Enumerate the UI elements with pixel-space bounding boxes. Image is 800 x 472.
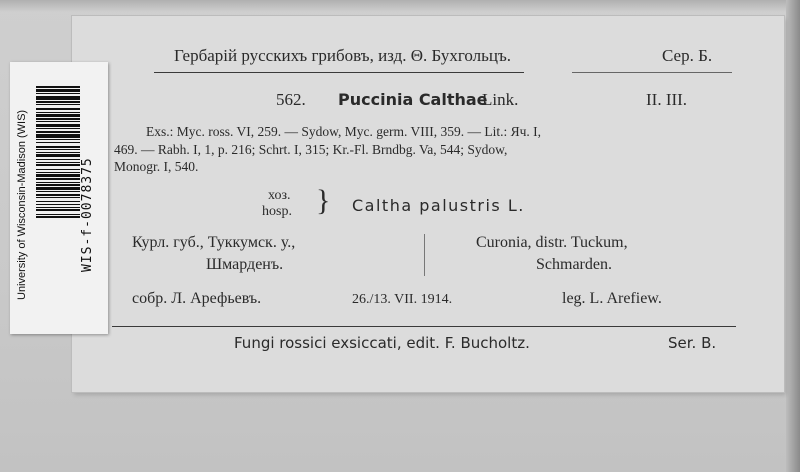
barcode-stripe (36, 159, 80, 160)
barcode-stripe (36, 194, 80, 196)
header-title: Гербарій русскихъ грибовъ, изд. Θ. Бухгольцъ. (174, 46, 512, 65)
header-rule-right (572, 72, 732, 73)
locality-lat-line-2: Schmarden. (536, 256, 612, 273)
locality-ru-line-1: Курл. губ., Туккумск. у., (132, 234, 296, 251)
barcode-stripe (36, 112, 80, 113)
locality-divider (424, 234, 425, 276)
barcode-stripe (36, 121, 80, 122)
barcode-stripe (36, 101, 80, 103)
barcode-stripe (36, 124, 80, 127)
barcode-stripe (36, 108, 80, 110)
specimen-label (72, 16, 784, 392)
footer-series: Ser. B. (668, 334, 717, 352)
header-rule (154, 72, 524, 73)
specimen-stages: II. III. (646, 90, 688, 109)
host-label-lat: hosp. (262, 204, 292, 219)
barcode-stripe (36, 197, 80, 198)
barcode-stripe (36, 118, 80, 120)
barcode-stripe (36, 191, 80, 192)
footer-title: Fungi rossici exsiccati, edit. F. Bucholtz. (234, 334, 530, 352)
collector-ru: собр. Л. Арефьевъ. (132, 290, 262, 307)
barcode-stripe (36, 154, 80, 157)
barcode-stripe (36, 174, 80, 177)
barcode-stripe (36, 182, 80, 183)
barcode-id: WIS-f-0078375 (80, 157, 95, 272)
barcode-stripe (36, 214, 80, 215)
barcode-stripe (36, 149, 80, 150)
barcode-stripe (36, 164, 80, 166)
barcode-label (10, 62, 108, 334)
references-line-1: Exs.: Myc. ross. VI, 259. — Sydow, Myc. germ. VIII, 359. — Lit.: Яч. I, (146, 124, 542, 139)
barcode-stripe (36, 128, 80, 129)
host-name: Caltha palustris L. (352, 196, 525, 215)
collector-lat: leg. L. Arefiew. (562, 290, 662, 307)
barcode-stripe (36, 131, 80, 133)
barcode-stripe (36, 187, 80, 190)
barcode-stripe (36, 204, 80, 205)
host-label-ru: хоз. (268, 188, 291, 203)
barcode-stripe (36, 184, 80, 186)
references-line-3: Monogr. I, 540. (114, 159, 199, 174)
barcode-stripe (36, 162, 80, 163)
barcode-stripe (36, 104, 80, 105)
barcode-stripe (36, 178, 80, 180)
barcode-stripe (36, 89, 80, 92)
footer-rule (112, 326, 736, 327)
barcode-stripe (36, 114, 80, 117)
barcode-institution: University of Wisconsin-Madison (WIS) (16, 109, 28, 300)
barcode-stripe (36, 207, 80, 208)
barcode-stripe (36, 93, 80, 94)
barcode-stripe (36, 134, 80, 138)
specimen-number: 562. (276, 90, 306, 109)
collection-date: 26./13. VII. 1914. (352, 292, 453, 307)
barcode-stripe (36, 216, 80, 218)
barcode-stripe (36, 86, 80, 88)
barcode-stripe (36, 201, 80, 202)
barcode-stripe (36, 152, 80, 153)
sheet-edge (786, 0, 800, 472)
barcode-stripe (36, 146, 80, 148)
barcode-stripe (36, 169, 80, 170)
references-line-2: 469. — Rabh. I, 1, p. 216; Schrt. I, 315; Kr.-Fl. Brndbg. Va, 544; Sydow, (114, 142, 508, 157)
locality-ru-line-2: Шмарденъ. (206, 256, 284, 273)
host-brace: } (316, 184, 331, 217)
specimen-author: Link. (482, 90, 519, 109)
header-series: Сер. Б. (662, 46, 713, 65)
barcode-stripe (36, 172, 80, 173)
barcode-stripe (36, 209, 80, 211)
locality-lat-line-1: Curonia, distr. Tuckum, (476, 234, 628, 251)
barcode-stripe (36, 142, 80, 143)
specimen-name: Puccinia Calthae (338, 90, 488, 109)
barcode-stripe (36, 96, 80, 100)
barcode-stripe (36, 139, 80, 140)
sheet-shadow (0, 0, 800, 12)
